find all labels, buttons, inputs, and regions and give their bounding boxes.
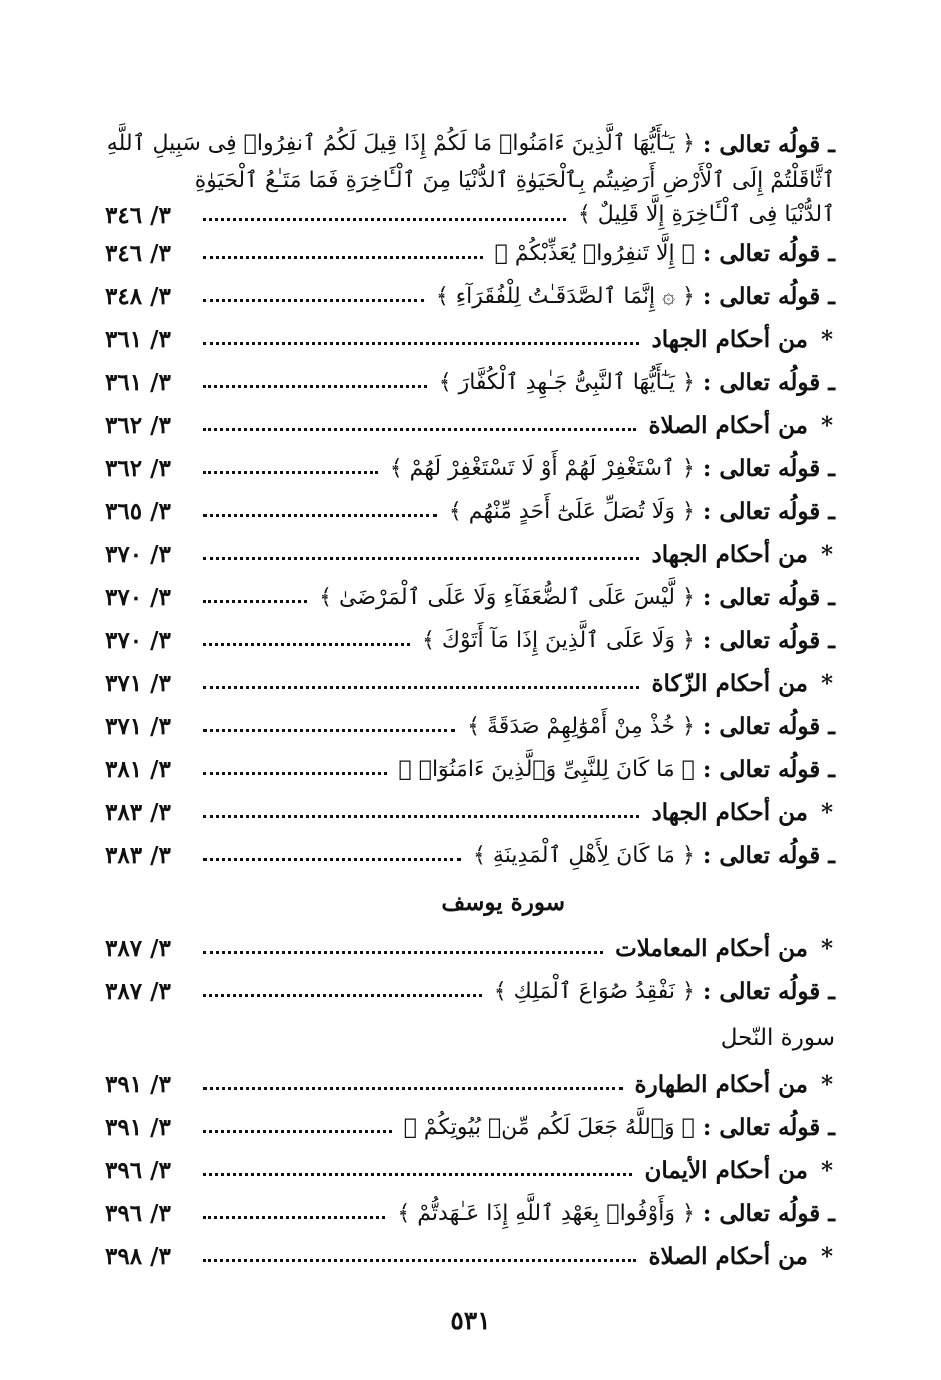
leader-dots <box>203 377 427 388</box>
section-entry <box>105 533 835 576</box>
section-title: من أحكام الطهارة <box>634 1071 808 1098</box>
section-title: من أحكام الصلاة <box>648 412 808 439</box>
section-title: من أحكام الجهاد <box>651 541 808 568</box>
surah-title: سورة النّحل <box>720 1024 835 1051</box>
page-reference: ٣/ ٣٤٦ <box>105 201 171 229</box>
leader-dots <box>203 678 639 689</box>
star-bullet: * <box>820 1071 833 1098</box>
verse-quote: ﴿ مَا كَانَ لِلنَّبِىِّ وَٱلَّذِينَ ءَامَنُوٓا۟ ﴾ <box>398 756 695 782</box>
page-reference: ٣/ ٣٦١ <box>105 369 171 396</box>
verse-quote-continued: ٱثَّاقَلْتُمْ إِلَى ٱلْأَرْضِ أَرَضِيتُم بِٱلْحَيَوٰةِ ٱلدُّنْيَا مِنَ ٱلْـَٔاخِرَةِ فَمَا مَتَـٰعُ ٱلْحَيَوٰةِ <box>194 168 835 193</box>
leader-dots <box>203 1079 623 1090</box>
leader-dots <box>203 943 603 954</box>
verse-entry <box>105 834 835 877</box>
page-reference: ٣/ ٣٧١ <box>105 670 171 697</box>
verse-quote: ﴿ يَـٰٓأَيُّهَا ٱلَّذِينَ ءَامَنُوا۟ مَا لَكُمْ إِذَا قِيلَ لَكُمُ ٱنفِرُوا۟ فِى سَبِيلِ ٱللَّهِ <box>106 131 695 156</box>
verse-quote: ﴿ وَلَا عَلَى ٱلَّذِينَ إِذَا مَآ أَتَوْكَ ﴾ <box>421 627 695 653</box>
page-reference: ٣/ ٣٩١ <box>105 1114 171 1141</box>
leader-dots <box>203 248 483 259</box>
page-reference: ٣/ ٣٦١ <box>105 326 171 353</box>
section-entry <box>105 791 835 834</box>
verse-lead: ـ قولُه تعالى : <box>702 455 835 482</box>
leader-dots <box>203 420 636 431</box>
verse-quote: ﴿ وَأَوْفُوا۟ بِعَهْدِ ٱللَّهِ إِذَا عَـٰهَدتُّمْ ﴾ <box>397 1200 695 1226</box>
verse-entry <box>105 361 835 404</box>
section-entry <box>105 1235 835 1278</box>
section-title: من أحكام المعاملات <box>615 935 808 962</box>
verse-quote-continued: ٱلدُّنْيَا فِى ٱلْـَٔاخِرَةِ إِلَّا قَلِيلٌ ﴾ <box>577 202 835 227</box>
section-entry <box>105 1149 835 1192</box>
verse-lead: ـ قولُه تعالى : <box>702 498 835 525</box>
leader-dots <box>203 463 378 474</box>
verse-entry <box>105 748 835 791</box>
leader-dots <box>203 807 639 818</box>
verse-lead: ـ قولُه تعالى : <box>702 584 835 611</box>
section-title: من أحكام الجهاد <box>651 799 808 826</box>
page-reference: ٣/ ٣٩٦ <box>105 1200 171 1227</box>
verse-quote: ﴿ وَٱللَّهُ جَعَلَ لَكُم مِّنۢ بُيُوتِكُمْ ﴾ <box>403 1114 695 1140</box>
leader-dots <box>203 334 639 345</box>
intro-line-2 <box>105 164 835 198</box>
verse-lead: ـ قولُه تعالى : <box>702 283 835 310</box>
verse-entry <box>105 705 835 748</box>
page-reference: ٣/ ٣٨٣ <box>105 799 171 826</box>
verse-quote: ﴿ ٱسْتَغْفِرْ لَهُمْ أَوْ لَا تَسْتَغْفِرْ لَهُمْ ﴾ <box>389 455 695 481</box>
section-entry <box>105 404 835 447</box>
star-bullet: * <box>820 670 833 697</box>
leader-dots <box>203 764 387 775</box>
page-reference: ٣/ ٣٨٧ <box>105 978 171 1005</box>
verse-entry <box>105 275 835 318</box>
leader-dots <box>203 850 461 861</box>
section-entry <box>105 1063 835 1106</box>
section-title: من أحكام الجهاد <box>651 326 808 353</box>
leader-dots <box>203 1122 392 1133</box>
star-bullet: * <box>820 1157 833 1184</box>
verse-entry <box>105 447 835 490</box>
verse-quote: ﴿ إِلَّا تَنفِرُوا۟ يُعَذِّبْكُمْ ﴾ <box>494 240 695 266</box>
page-reference: ٣/ ٣٧٠ <box>105 584 171 611</box>
verse-quote: ﴿ وَلَا تُصَلِّ عَلَىٰٓ أَحَدٍ مِّنْهُم ﴾ <box>448 498 695 524</box>
index-page <box>105 124 835 1278</box>
page-number: ٥٣١ <box>450 1306 491 1335</box>
verse-quote: ﴿ يَـٰٓأَيُّهَا ٱلنَّبِىُّ جَـٰهِدِ ٱلْكُفَّارَ ﴾ <box>438 369 695 395</box>
page-reference: ٣/ ٣٨٧ <box>105 935 171 962</box>
verse-lead: ـ قولُه تعالى : <box>702 1114 835 1141</box>
verse-quote: ﴿ لَّيْسَ عَلَى ٱلضُّعَفَآءِ وَلَا عَلَى ٱلْمَرْضَىٰ ﴾ <box>319 584 695 610</box>
leader-dots <box>203 986 482 997</box>
verse-lead: ـ قولُه تعالى : <box>702 1200 835 1227</box>
verse-entry <box>105 619 835 662</box>
leader-dots <box>203 210 566 221</box>
surah-title: سورة يوسف <box>441 888 565 916</box>
page-reference: ٣/ ٣٨٣ <box>105 842 171 869</box>
verse-entry <box>105 1192 835 1235</box>
section-title: من أحكام الأيمان <box>644 1157 808 1184</box>
page-reference: ٣/ ٣٤٨ <box>105 283 171 310</box>
star-bullet: * <box>820 326 833 353</box>
page-reference: ٣/ ٣٦٢ <box>105 412 171 439</box>
page-reference: ٣/ ٣٦٢ <box>105 455 171 482</box>
section-entry <box>105 662 835 705</box>
leader-dots <box>203 1208 385 1219</box>
leader-dots <box>203 721 455 732</box>
page-reference: ٣/ ٣٩١ <box>105 1071 171 1098</box>
page-reference: ٣/ ٣٩٦ <box>105 1157 171 1184</box>
surah-heading <box>105 1013 835 1063</box>
intro-line-3 <box>105 198 835 232</box>
verse-quote: ﴿ نَفْقِدُ صُوَاعَ ٱلْمَلِكِ ﴾ <box>493 978 695 1004</box>
page-reference: ٣/ ٣٨١ <box>105 756 171 783</box>
verse-entry <box>105 490 835 533</box>
page-reference: ٣/ ٣٧٠ <box>105 627 171 654</box>
verse-entry <box>105 1106 835 1149</box>
page-reference: ٣/ ٣٧١ <box>105 713 171 740</box>
leader-dots <box>203 506 437 517</box>
leader-dots <box>203 549 639 560</box>
verse-lead: ـ قولُه تعالى : <box>702 369 835 396</box>
star-bullet: * <box>820 541 833 568</box>
verse-lead: ـ قولُه تعالى : <box>702 627 835 654</box>
section-title: من أحكام الزّكاة <box>651 670 808 697</box>
star-bullet: * <box>820 799 833 826</box>
section-entry <box>105 318 835 361</box>
verse-lead: ـ قولُه تعالى : <box>702 978 835 1005</box>
section-title: من أحكام الصلاة <box>648 1243 808 1270</box>
verse-lead: ـ قولُه تعالى : <box>702 842 835 869</box>
verse-entry <box>105 232 835 275</box>
leader-dots <box>203 1251 636 1262</box>
index-entries <box>105 232 835 1278</box>
star-bullet: * <box>820 412 833 439</box>
verse-lead: ـ قولُه تعالى : <box>702 713 835 740</box>
verse-quote: ﴿ خُذْ مِنْ أَمْوَٰلِهِمْ صَدَقَةً ﴾ <box>467 713 695 739</box>
verse-lead: ـ قولُه تعالى : <box>702 240 835 267</box>
intro-line-1 <box>105 124 835 164</box>
verse-quote: ﴿ ۞ إِنَّمَا ٱلصَّدَقَـٰتُ لِلْفُقَرَآءِ ﴾ <box>435 283 695 309</box>
star-bullet: * <box>820 935 833 962</box>
page-reference: ٣/ ٣٧٠ <box>105 541 171 568</box>
page-reference: ٣/ ٣٦٥ <box>105 498 171 525</box>
verse-lead: ـ قولُه تعالى : <box>702 756 835 783</box>
surah-heading <box>105 877 835 927</box>
verse-lead: ـ قولُه تعالى : <box>702 130 835 158</box>
page-reference: ٣/ ٣٩٨ <box>105 1243 171 1270</box>
page-reference: ٣/ ٣٤٦ <box>105 240 171 267</box>
section-entry <box>105 927 835 970</box>
verse-quote: ﴿ مَا كَانَ لِأَهْلِ ٱلْمَدِينَةِ ﴾ <box>473 842 695 868</box>
leader-dots <box>203 635 410 646</box>
verse-entry <box>105 970 835 1013</box>
verse-entry <box>105 576 835 619</box>
star-bullet: * <box>820 1243 833 1270</box>
leader-dots <box>203 592 307 603</box>
leader-dots <box>203 1165 632 1176</box>
leader-dots <box>203 291 424 302</box>
